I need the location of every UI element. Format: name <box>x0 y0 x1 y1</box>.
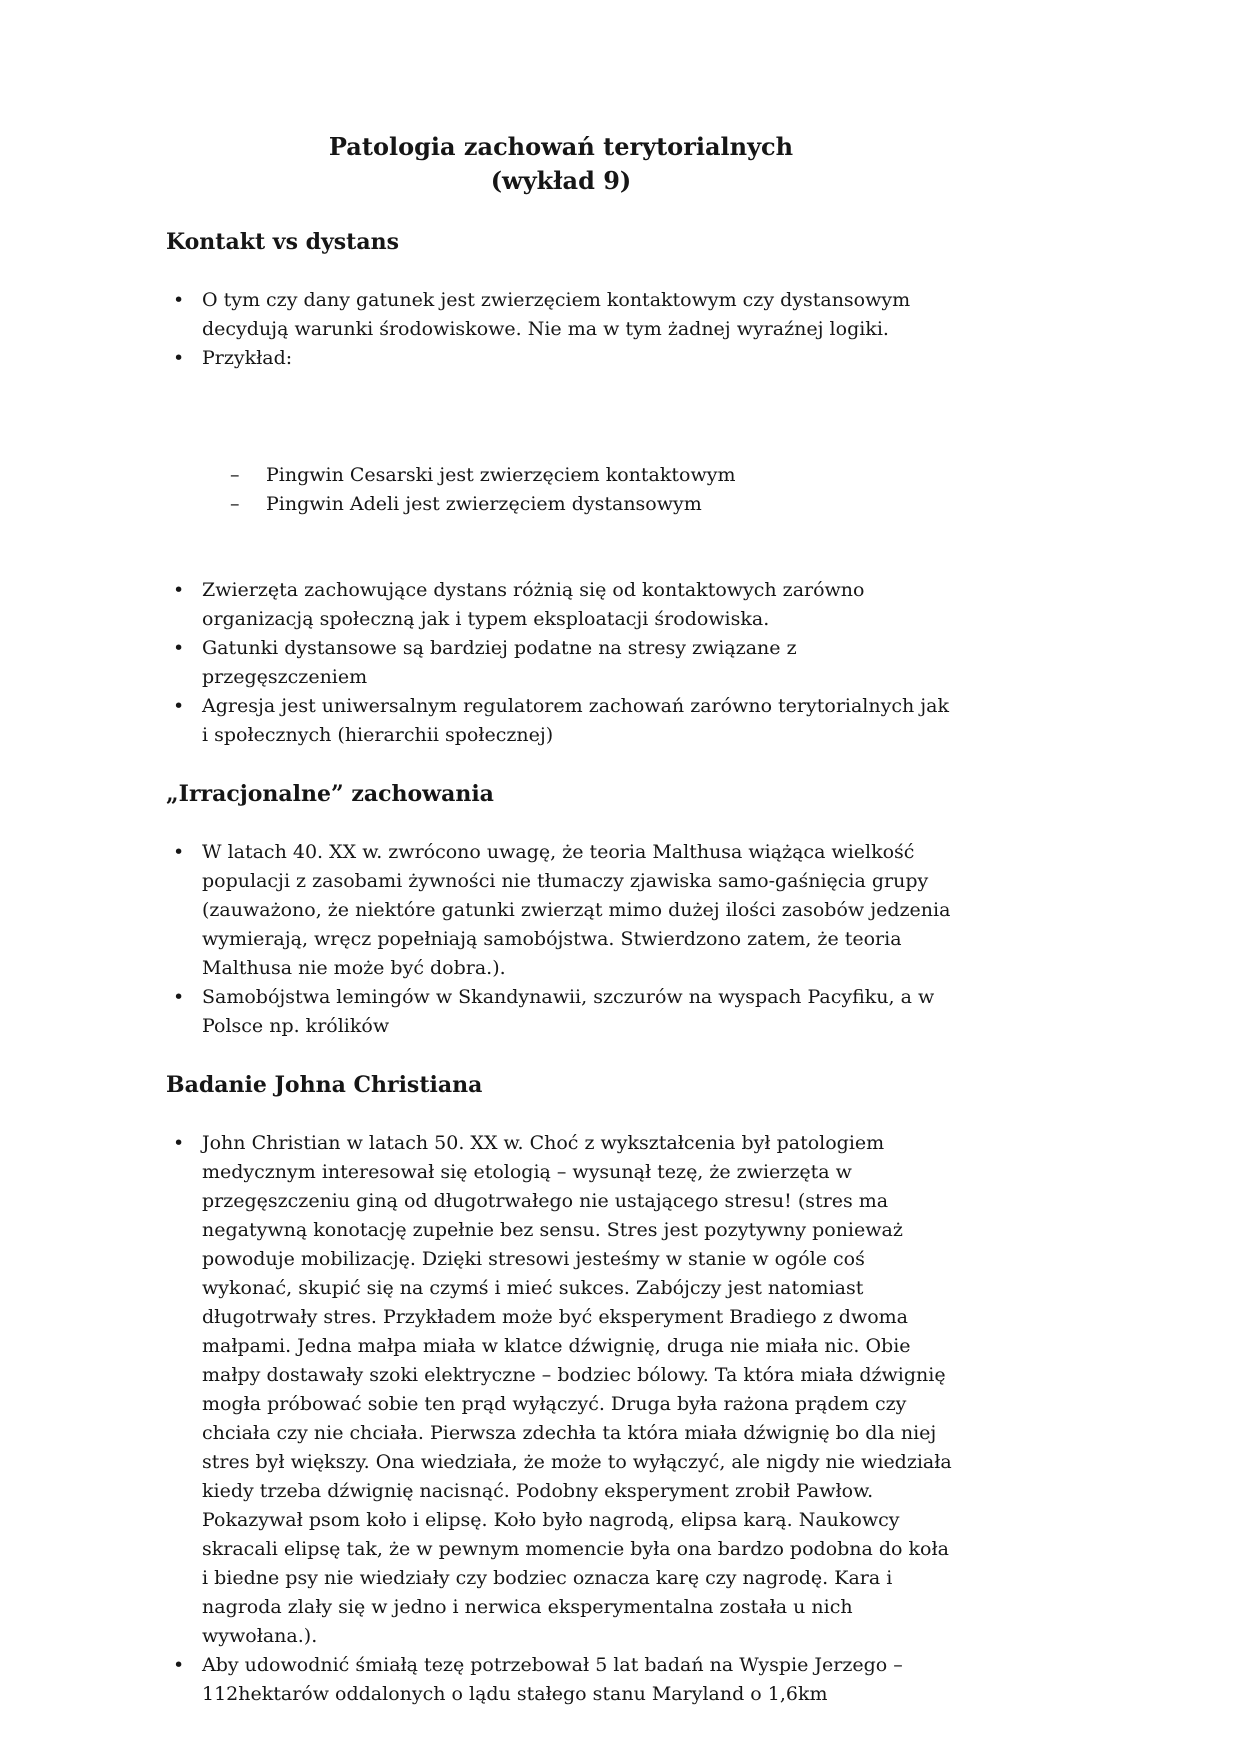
bullet-item <box>166 983 956 1041</box>
bullet-text: Agresja jest uniwersalnym regulatorem zachowań zarówno terytorialnych jak i społecznych (hierarchii społecznej) <box>202 695 950 746</box>
vertical-spacer <box>166 373 956 461</box>
document-title: Patologia zachowań terytorialnych <box>328 132 794 161</box>
bullet-item <box>166 1129 956 1651</box>
document-subtitle: (wykład 9) <box>490 166 632 195</box>
bullet-item <box>166 634 956 692</box>
bullet-text: W latach 40. XX w. zwrócono uwagę, że teoria Malthusa wiążąca wielkość populacji z zasobami żywności nie tłumaczy zjawiska samo-gaśnięcia grupy (zauważono, że niektóre gatunki zwierząt mimo dużej ilości zasobów jedzenia wymierają, wręcz popełniają samobójstwa. Stwierdzono zatem, że teoria Malthusa nie może być dobra.). <box>202 841 951 979</box>
vertical-spacer <box>166 519 956 576</box>
bullet-item <box>166 576 956 634</box>
section-heading: Badanie Johna Christiana <box>166 1072 483 1098</box>
bullet-text: Przykład: <box>202 347 293 369</box>
bullet-text: Gatunki dystansowe są bardziej podatne na stresy związane z przegęszczeniem <box>202 637 797 688</box>
section-badanie-johna-christiana <box>166 1071 956 1709</box>
bullet-item <box>166 838 956 983</box>
document-header <box>166 130 956 198</box>
bullet-text: Samobójstwa lemingów w Skandynawii, szczurów na wyspach Pacyfiku, a w Polsce np. królików <box>202 986 935 1037</box>
section-heading: „Irracjonalne” zachowania <box>166 781 494 807</box>
section-kontakt-vs-dystans <box>166 228 956 750</box>
section-heading: Kontakt vs dystans <box>166 229 399 255</box>
section-irracjonalne-zachowania <box>166 780 956 1041</box>
bullet-item <box>166 692 956 750</box>
dash-text: Pingwin Cesarski jest zwierzęciem kontaktowym <box>266 464 736 486</box>
bullet-text: O tym czy dany gatunek jest zwierzęciem kontaktowym czy dystansowym decydują warunki środowiskowe. Nie ma w tym żadnej wyraźnej logiki. <box>202 289 911 340</box>
bullet-item <box>166 286 956 344</box>
bullet-text: Aby udowodnić śmiałą tezę potrzebował 5 lat badań na Wyspie Jerzego – 112hektarów oddalonych o lądu stałego stanu Maryland o 1,6km <box>202 1654 903 1705</box>
bullet-text: Zwierzęta zachowujące dystans różnią się od kontaktowych zarówno organizacją społeczną jak i typem eksploatacji środowiska. <box>202 579 865 630</box>
dash-text: Pingwin Adeli jest zwierzęciem dystansowym <box>266 493 702 515</box>
bullet-item <box>166 344 956 373</box>
document-title-block <box>166 130 956 198</box>
document-page <box>166 0 956 1709</box>
bullet-text: John Christian w latach 50. XX w. Choć z wykształcenia był patologiem medycznym interesował się etologią – wysunął tezę, że zwierzęta w przegęszczeniu giną od długotrwałego nie ustającego stresu! (stres ma negatywną konotację zupełnie bez sensu. Stres jest pozytywny ponieważ powoduje mobilizację. Dzięki stresowi jesteśmy w stanie w ogóle coś wykonać, skupić się na czymś i mieć sukces. Zabójczy jest natomiast długotrwały stres. Przykładem może być eksperyment Bradiego z dwoma małpami. Jedna małpa miała w klatce dźwignię, druga nie miała nic. Obie małpy dostawały szoki elektryczne – bodziec bólowy. Ta która miała dźwignię mogła próbować sobie ten prąd wyłączyć. Druga była rażona prądem czy chciała czy nie chciała. Pierwsza zdechła ta która miała dźwignię bo dla niej stres był większy. Ona wiedziała, że może to wyłączyć, ale nigdy nie wiedziała kiedy trzeba dźwignię nacisnąć. Podobny eksperyment zrobił Pawłow. Pokazywał psom koło i elipsę. Koło było nagrodą, elipsa karą. Naukowcy skracali elipsę tak, że w pewnym momencie była ona bardzo podobna do koła i biedne psy nie wiedziały czy bodziec oznacza karę czy nagrodę. Kara i nagroda zlały się w jedno i nerwica eksperymentalna została u nich wywołana.). <box>202 1132 952 1647</box>
dash-item <box>166 461 956 490</box>
bullet-item <box>166 1651 956 1709</box>
dash-item <box>166 490 956 519</box>
